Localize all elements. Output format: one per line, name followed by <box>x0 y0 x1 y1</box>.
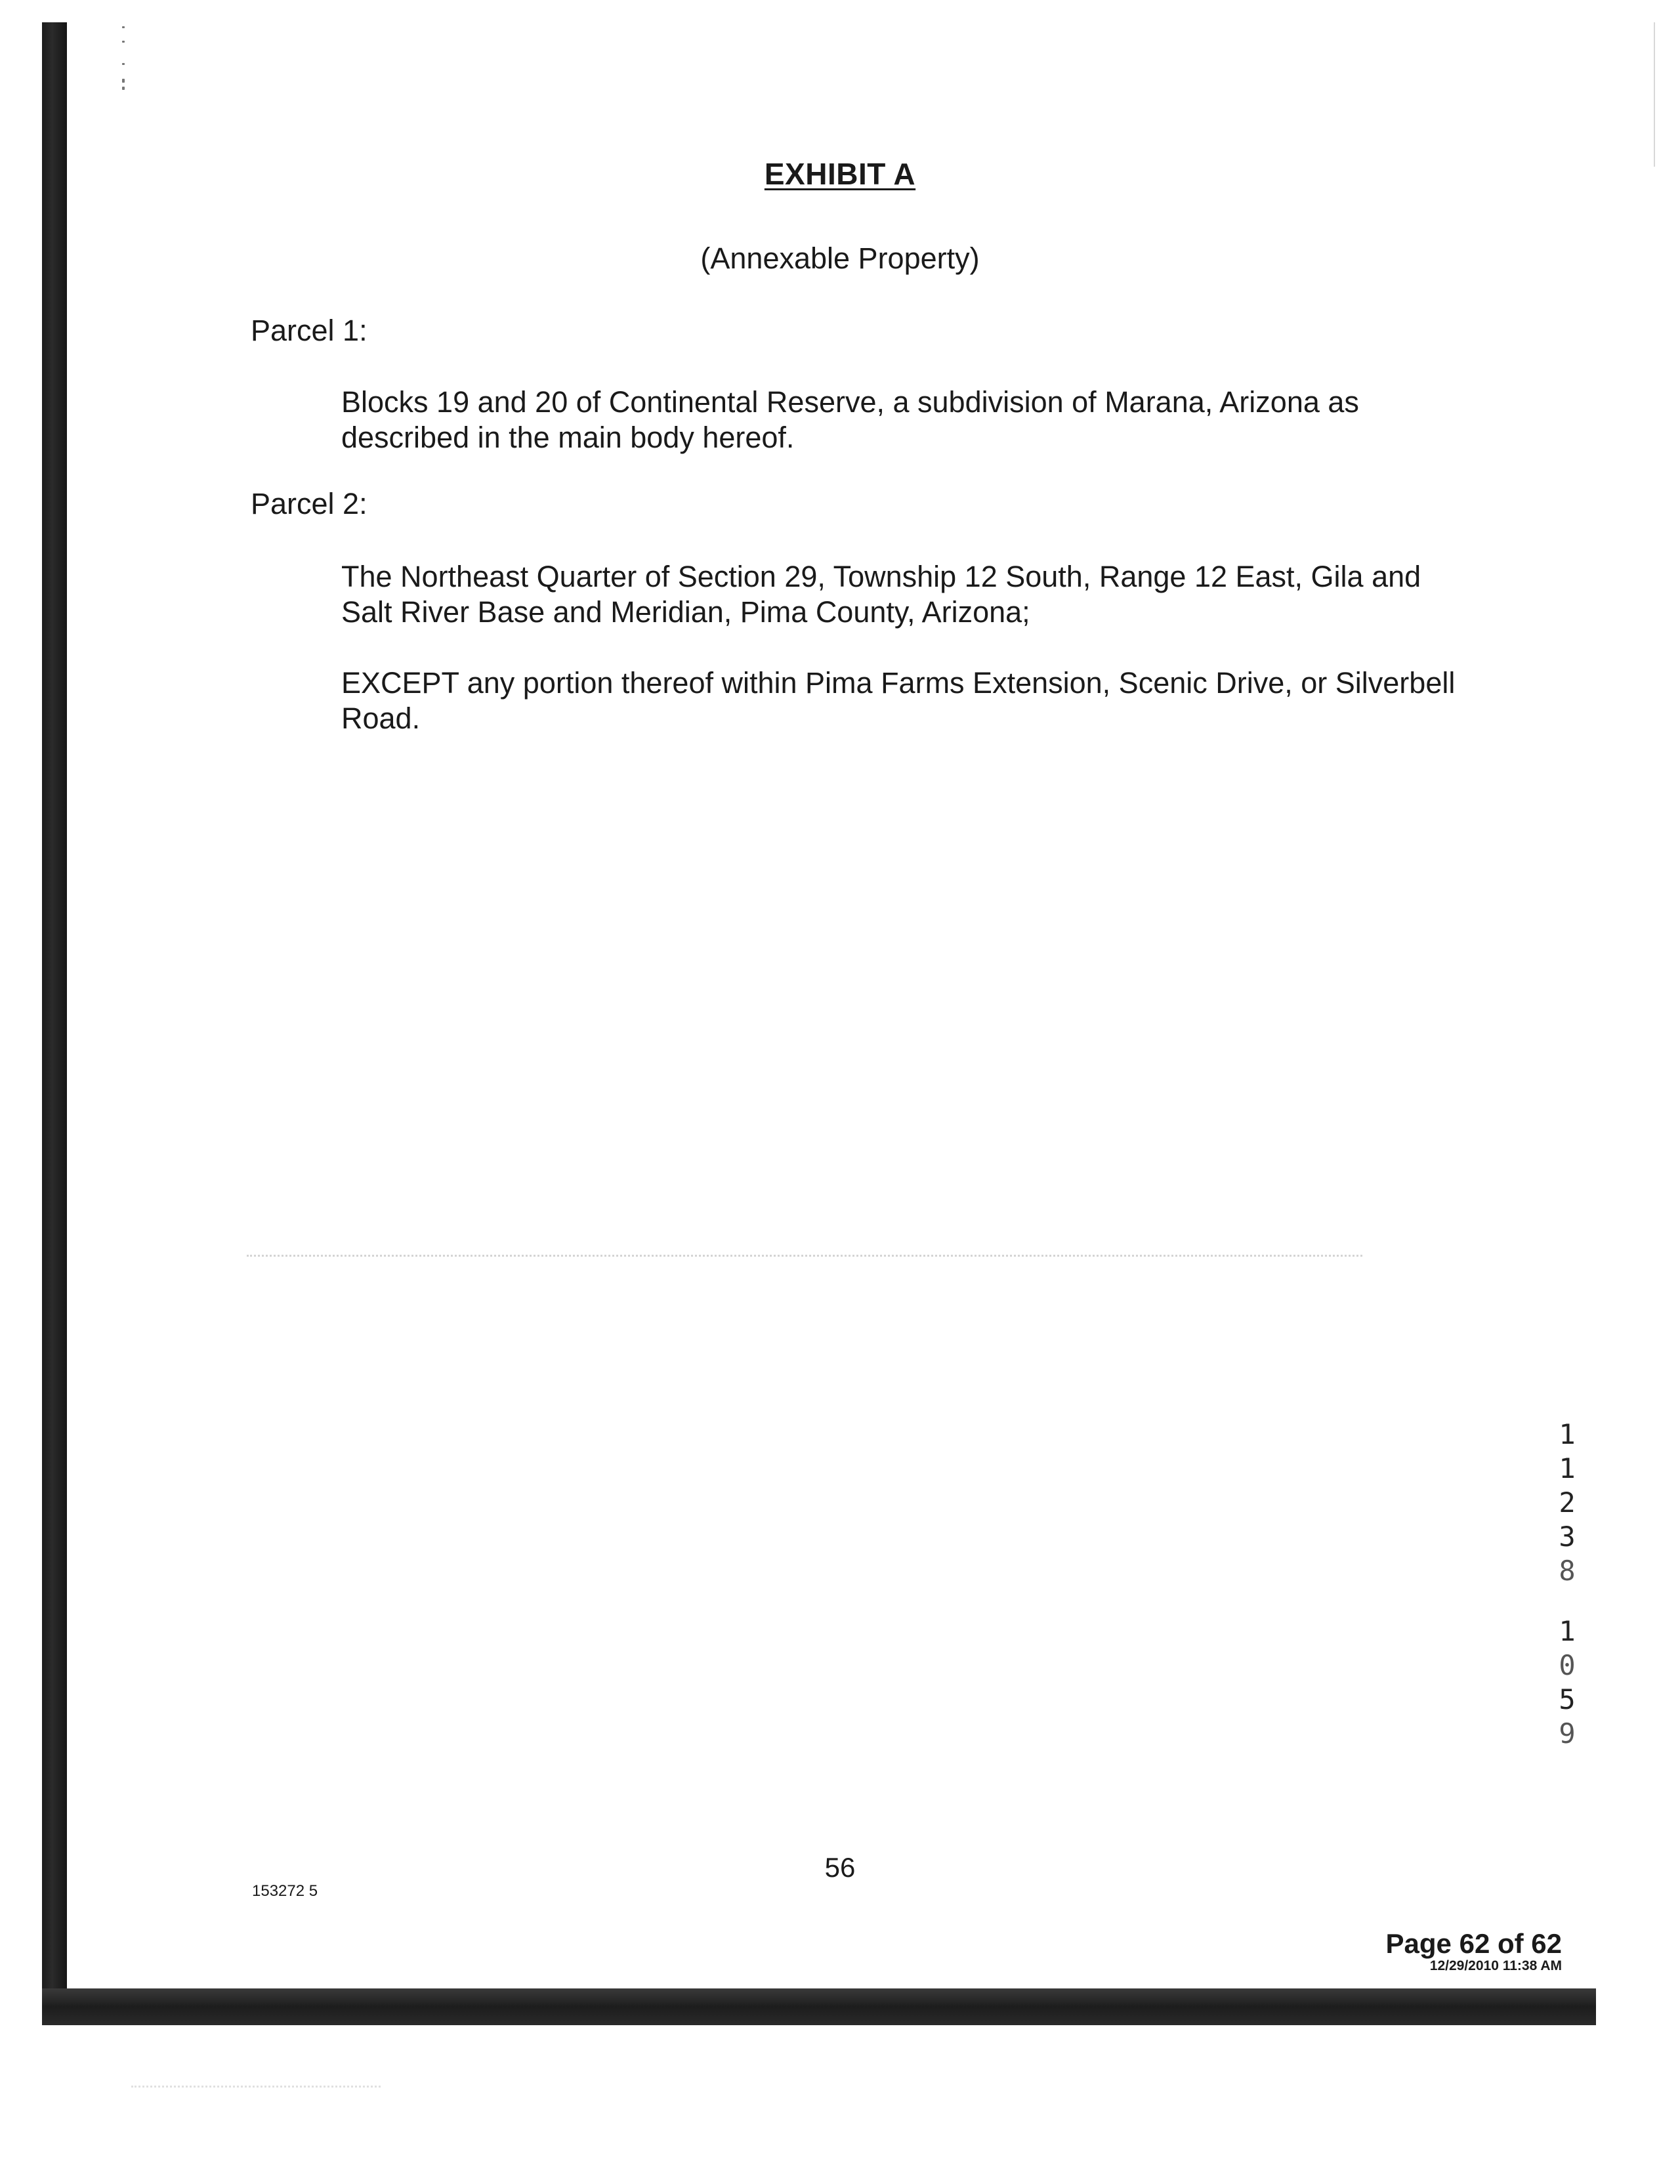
parcel-1-label: Parcel 1: <box>251 314 368 347</box>
recorder-timestamp: 12/29/2010 11:38 AM <box>1429 1958 1562 1973</box>
parcel-2-label: Parcel 2: <box>251 487 368 520</box>
exhibit-title: EXHIBIT A <box>764 157 916 191</box>
parcel-2-description: The Northeast Quarter of Section 29, Township 12 South, Range 12 East, Gila and Salt River Base and Meridian, Pima County, Arizona; <box>341 560 1421 629</box>
scan-dotted-line-bottom <box>131 2086 381 2088</box>
parcel-2-exception: EXCEPT any portion thereof within Pima Farms Extension, Scenic Drive, or Silverbell Road. <box>341 666 1456 735</box>
stamp-digit: 2 <box>1559 1486 1576 1519</box>
recorder-footer <box>1386 1929 1562 1974</box>
stamp-digit: 1 <box>1559 1615 1576 1647</box>
stamp-digit: 9 <box>1559 1717 1576 1750</box>
scan-border-bottom <box>42 1988 1596 2025</box>
document-id: 153272 5 <box>252 1882 318 1900</box>
stamp-digit: 1 <box>1559 1452 1576 1484</box>
parcel-1-description: Blocks 19 and 20 of Continental Reserve, a subdivision of Marana, Arizona as described in the main body hereof. <box>341 385 1359 454</box>
scan-specks <box>122 26 130 105</box>
stamp-digit: 3 <box>1559 1521 1576 1553</box>
page-number: 56 <box>824 1852 856 1883</box>
scan-border-left <box>42 22 67 2025</box>
recorder-page-count: Page 62 of 62 <box>1385 1928 1562 1959</box>
scan-dotted-line <box>247 1255 1362 1257</box>
stamp-digit: 0 <box>1559 1649 1576 1681</box>
stamp-digit: 8 <box>1559 1555 1576 1587</box>
stamp-digit: 1 <box>1559 1418 1576 1450</box>
exhibit-subtitle: (Annexable Property) <box>700 242 980 275</box>
recording-stamp <box>1553 1418 1582 1751</box>
stamp-digit: 5 <box>1559 1683 1576 1715</box>
scan-edge-right <box>1654 22 1655 167</box>
